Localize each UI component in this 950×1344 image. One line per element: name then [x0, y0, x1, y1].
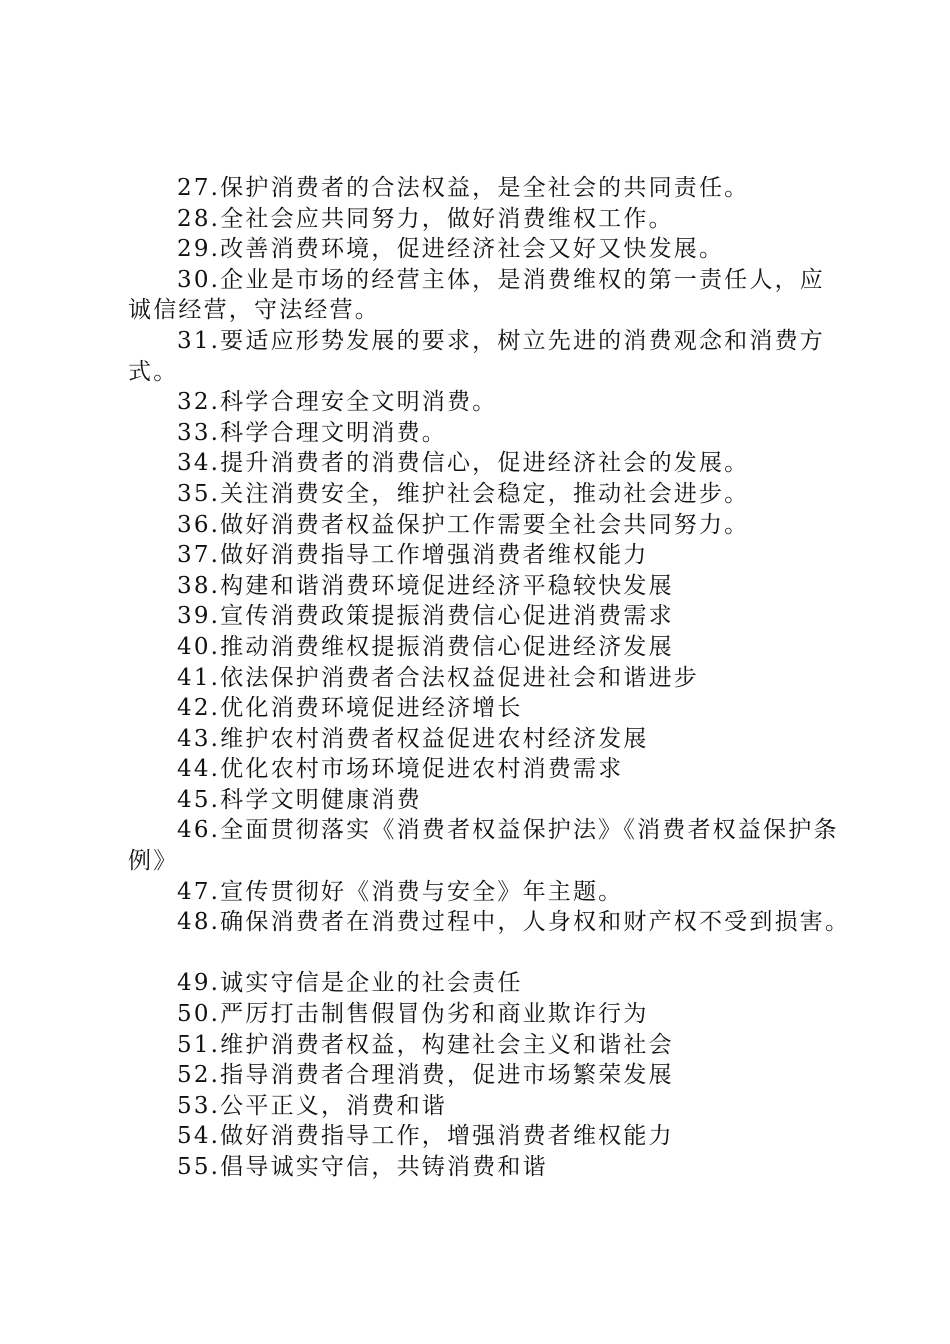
- list-item: 30.企业是市场的经营主体，是消费维权的第一责任人，应诚信经营，守法经营。: [128, 266, 825, 324]
- list-item: 46.全面贯彻落实《消费者权益保护法》《消费者权益保护条例》: [128, 817, 839, 875]
- list-item: 35.关注消费安全，维护社会稳定，推动社会进步。: [177, 480, 750, 507]
- list-item: 31.要适应形势发展的要求，树立先进的消费观念和消费方式。: [128, 327, 825, 385]
- list-item: 41.依法保护消费者合法权益促进社会和谐进步: [177, 664, 699, 691]
- list-item: 38.构建和谐消费环境促进经济平稳较快发展: [177, 572, 674, 599]
- list-item: 42.优化消费环境促进经济增长: [177, 695, 523, 722]
- list-item: 52.指导消费者合理消费，促进市场繁荣发展: [177, 1062, 674, 1089]
- list-item: 53.公平正义，消费和谐: [177, 1092, 447, 1119]
- list-item: 27.保护消费者的合法权益，是全社会的共同责任。: [177, 175, 750, 201]
- list-item: 51.维护消费者权益，构建社会主义和谐社会: [177, 1031, 674, 1058]
- list-item: 39.宣传消费政策提振消费信心促进消费需求: [177, 603, 674, 630]
- list-item: 55.倡导诚实守信，共铸消费和谐: [177, 1154, 548, 1180]
- list-item: 54.做好消费指导工作，增强消费者维权能力: [177, 1123, 674, 1150]
- list-item: 48.确保消费者在消费过程中，人身权和财产权不受到损害。: [177, 909, 851, 936]
- list-item: 49.诚实守信是企业的社会责任: [177, 970, 523, 997]
- list-item: 36.做好消费者权益保护工作需要全社会共同努力。: [177, 511, 750, 538]
- list-item: 44.优化农村市场环境促进农村消费需求: [177, 756, 624, 783]
- document-body: [128, 173, 851, 1183]
- list-item: 34.提升消费者的消费信心，促进经济社会的发展。: [177, 450, 750, 477]
- list-item: 50.严厉打击制售假冒伪劣和商业欺诈行为: [177, 1001, 649, 1028]
- list-item: 47.宣传贯彻好《消费与安全》年主题。: [177, 878, 624, 905]
- list-item: 43.维护农村消费者权益促进农村经济发展: [177, 725, 649, 752]
- list-item: 37.做好消费指导工作增强消费者维权能力: [177, 542, 649, 569]
- list-item: 32.科学合理安全文明消费。: [177, 389, 498, 416]
- list-item: 29.改善消费环境，促进经济社会又好又快发展。: [177, 236, 725, 263]
- list-item: 33.科学合理文明消费。: [177, 419, 447, 446]
- list-item: 40.推动消费维权提振消费信心促进经济发展: [177, 633, 674, 660]
- list-item: 28.全社会应共同努力，做好消费维权工作。: [177, 205, 674, 232]
- blank-line: [128, 938, 843, 969]
- list-item: 45.科学文明健康消费: [177, 786, 422, 813]
